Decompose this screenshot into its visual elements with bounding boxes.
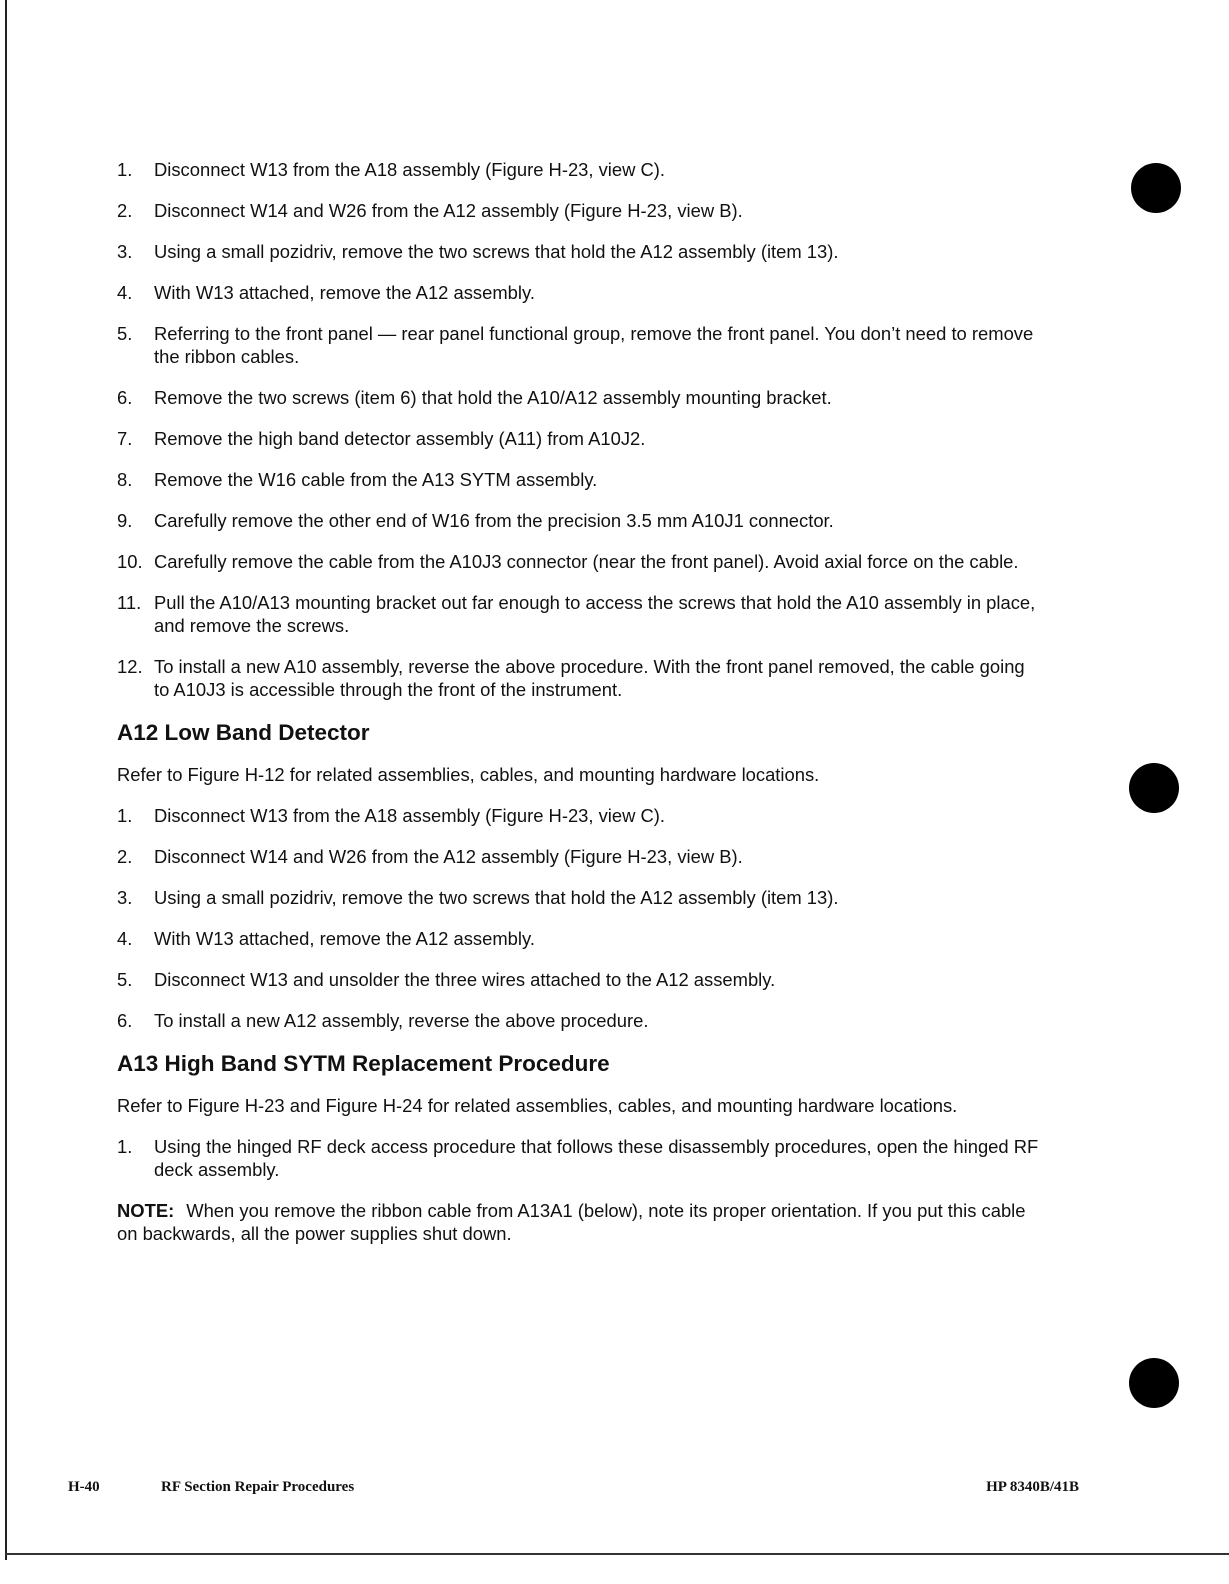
footer-model: HP 8340B/41B [986, 1479, 1079, 1495]
step-number: 6. [117, 387, 133, 408]
section3-heading: A13 High Band SYTM Replacement Procedure [117, 1051, 610, 1076]
step-text: Using a small pozidriv, remove the two screws that hold the A12 assembly (item 13). [154, 887, 839, 908]
page-content [117, 158, 1042, 1263]
step-number: 5. [117, 323, 133, 344]
list-item [117, 322, 1042, 368]
step-text: Remove the two screws (item 6) that hold the A10/A12 assembly mounting bracket. [154, 387, 832, 408]
step-text: Carefully remove the other end of W16 from the precision 3.5 mm A10J1 connector. [154, 510, 834, 531]
list-item [117, 158, 1042, 181]
section2-intro: Refer to Figure H-12 for related assemblies, cables, and mounting hardware locations. [117, 764, 820, 785]
section2-step-list [117, 804, 1042, 1032]
section1-step-list [117, 158, 1042, 701]
list-item [117, 1135, 1042, 1181]
step-text: Referring to the front panel — rear panel functional group, remove the front panel. You don’t need to remove the ribbon cables. [154, 323, 1034, 367]
step-text: Disconnect W14 and W26 from the A12 assembly (Figure H-23, view B). [154, 846, 743, 867]
list-item [117, 886, 1042, 909]
step-number: 3. [117, 241, 133, 262]
list-item [117, 386, 1042, 409]
step-number: 3. [117, 887, 133, 908]
footer-section-title: RF Section Repair Procedures [161, 1479, 355, 1495]
list-item [117, 199, 1042, 222]
binder-hole-bottom [1129, 1358, 1179, 1408]
step-text: Using the hinged RF deck access procedure that follows these disassembly procedures, open the hinged RF deck assembly. [154, 1136, 1039, 1180]
note-paragraph [117, 1199, 1042, 1245]
section3-intro: Refer to Figure H-23 and Figure H-24 for related assemblies, cables, and mounting hardware locations. [117, 1095, 958, 1116]
list-item [117, 804, 1042, 827]
step-number: 2. [117, 846, 133, 867]
step-text: Carefully remove the cable from the A10J3 connector (near the front panel). Avoid axial force on the cable. [154, 551, 1019, 572]
step-text: Disconnect W13 from the A18 assembly (Figure H-23, view C). [154, 159, 666, 180]
list-item [117, 845, 1042, 868]
step-number: 10. [117, 551, 143, 572]
step-number: 1. [117, 805, 133, 826]
step-number: 4. [117, 928, 133, 949]
list-item [117, 509, 1042, 532]
page-bottom-edge [5, 1553, 1229, 1555]
section2-heading: A12 Low Band Detector [117, 720, 370, 745]
step-number: 9. [117, 510, 133, 531]
step-text: Pull the A10/A13 mounting bracket out far enough to access the screws that hold the A10 assembly in place, and remove the screws. [154, 592, 1036, 636]
list-item [117, 591, 1042, 637]
step-number: 6. [117, 1010, 133, 1031]
step-number: 2. [117, 200, 133, 221]
step-text: With W13 attached, remove the A12 assembly. [154, 282, 535, 303]
binder-hole-top [1131, 163, 1181, 213]
step-text: To install a new A10 assembly, reverse the above procedure. With the front panel removed, the cable going to A10J3 is accessible through the front of the instrument. [154, 656, 1025, 700]
note-text: When you remove the ribbon cable from A13A1 (below), note its proper orientation. If you put this cable on backwards, all the power supplies shut down. [117, 1200, 1026, 1244]
step-text: To install a new A12 assembly, reverse the above procedure. [154, 1010, 649, 1031]
step-number: 1. [117, 1136, 133, 1157]
step-number: 1. [117, 159, 133, 180]
list-item [117, 550, 1042, 573]
list-item [117, 655, 1042, 701]
list-item [117, 968, 1042, 991]
step-text: Disconnect W13 and unsolder the three wires attached to the A12 assembly. [154, 969, 776, 990]
list-item [117, 1009, 1042, 1032]
step-text: Disconnect W14 and W26 from the A12 assembly (Figure H-23, view B). [154, 200, 743, 221]
step-number: 11. [117, 592, 142, 613]
step-text: Disconnect W13 from the A18 assembly (Figure H-23, view C). [154, 805, 666, 826]
step-number: 4. [117, 282, 133, 303]
list-item [117, 468, 1042, 491]
step-number: 7. [117, 428, 133, 449]
step-text: Using a small pozidriv, remove the two screws that hold the A12 assembly (item 13). [154, 241, 839, 262]
list-item [117, 927, 1042, 950]
step-text: With W13 attached, remove the A12 assembly. [154, 928, 535, 949]
note-label: NOTE: [117, 1200, 175, 1221]
step-text: Remove the W16 cable from the A13 SYTM assembly. [154, 469, 598, 490]
list-item [117, 427, 1042, 450]
list-item [117, 281, 1042, 304]
section3-step-list [117, 1135, 1042, 1181]
footer-page-number: H-40 [68, 1479, 100, 1495]
step-text: Remove the high band detector assembly (A11) from A10J2. [154, 428, 646, 449]
list-item [117, 240, 1042, 263]
page-left-edge [5, 0, 7, 1560]
step-number: 5. [117, 969, 133, 990]
binder-hole-middle [1129, 763, 1179, 813]
step-number: 12. [117, 656, 143, 677]
step-number: 8. [117, 469, 133, 490]
